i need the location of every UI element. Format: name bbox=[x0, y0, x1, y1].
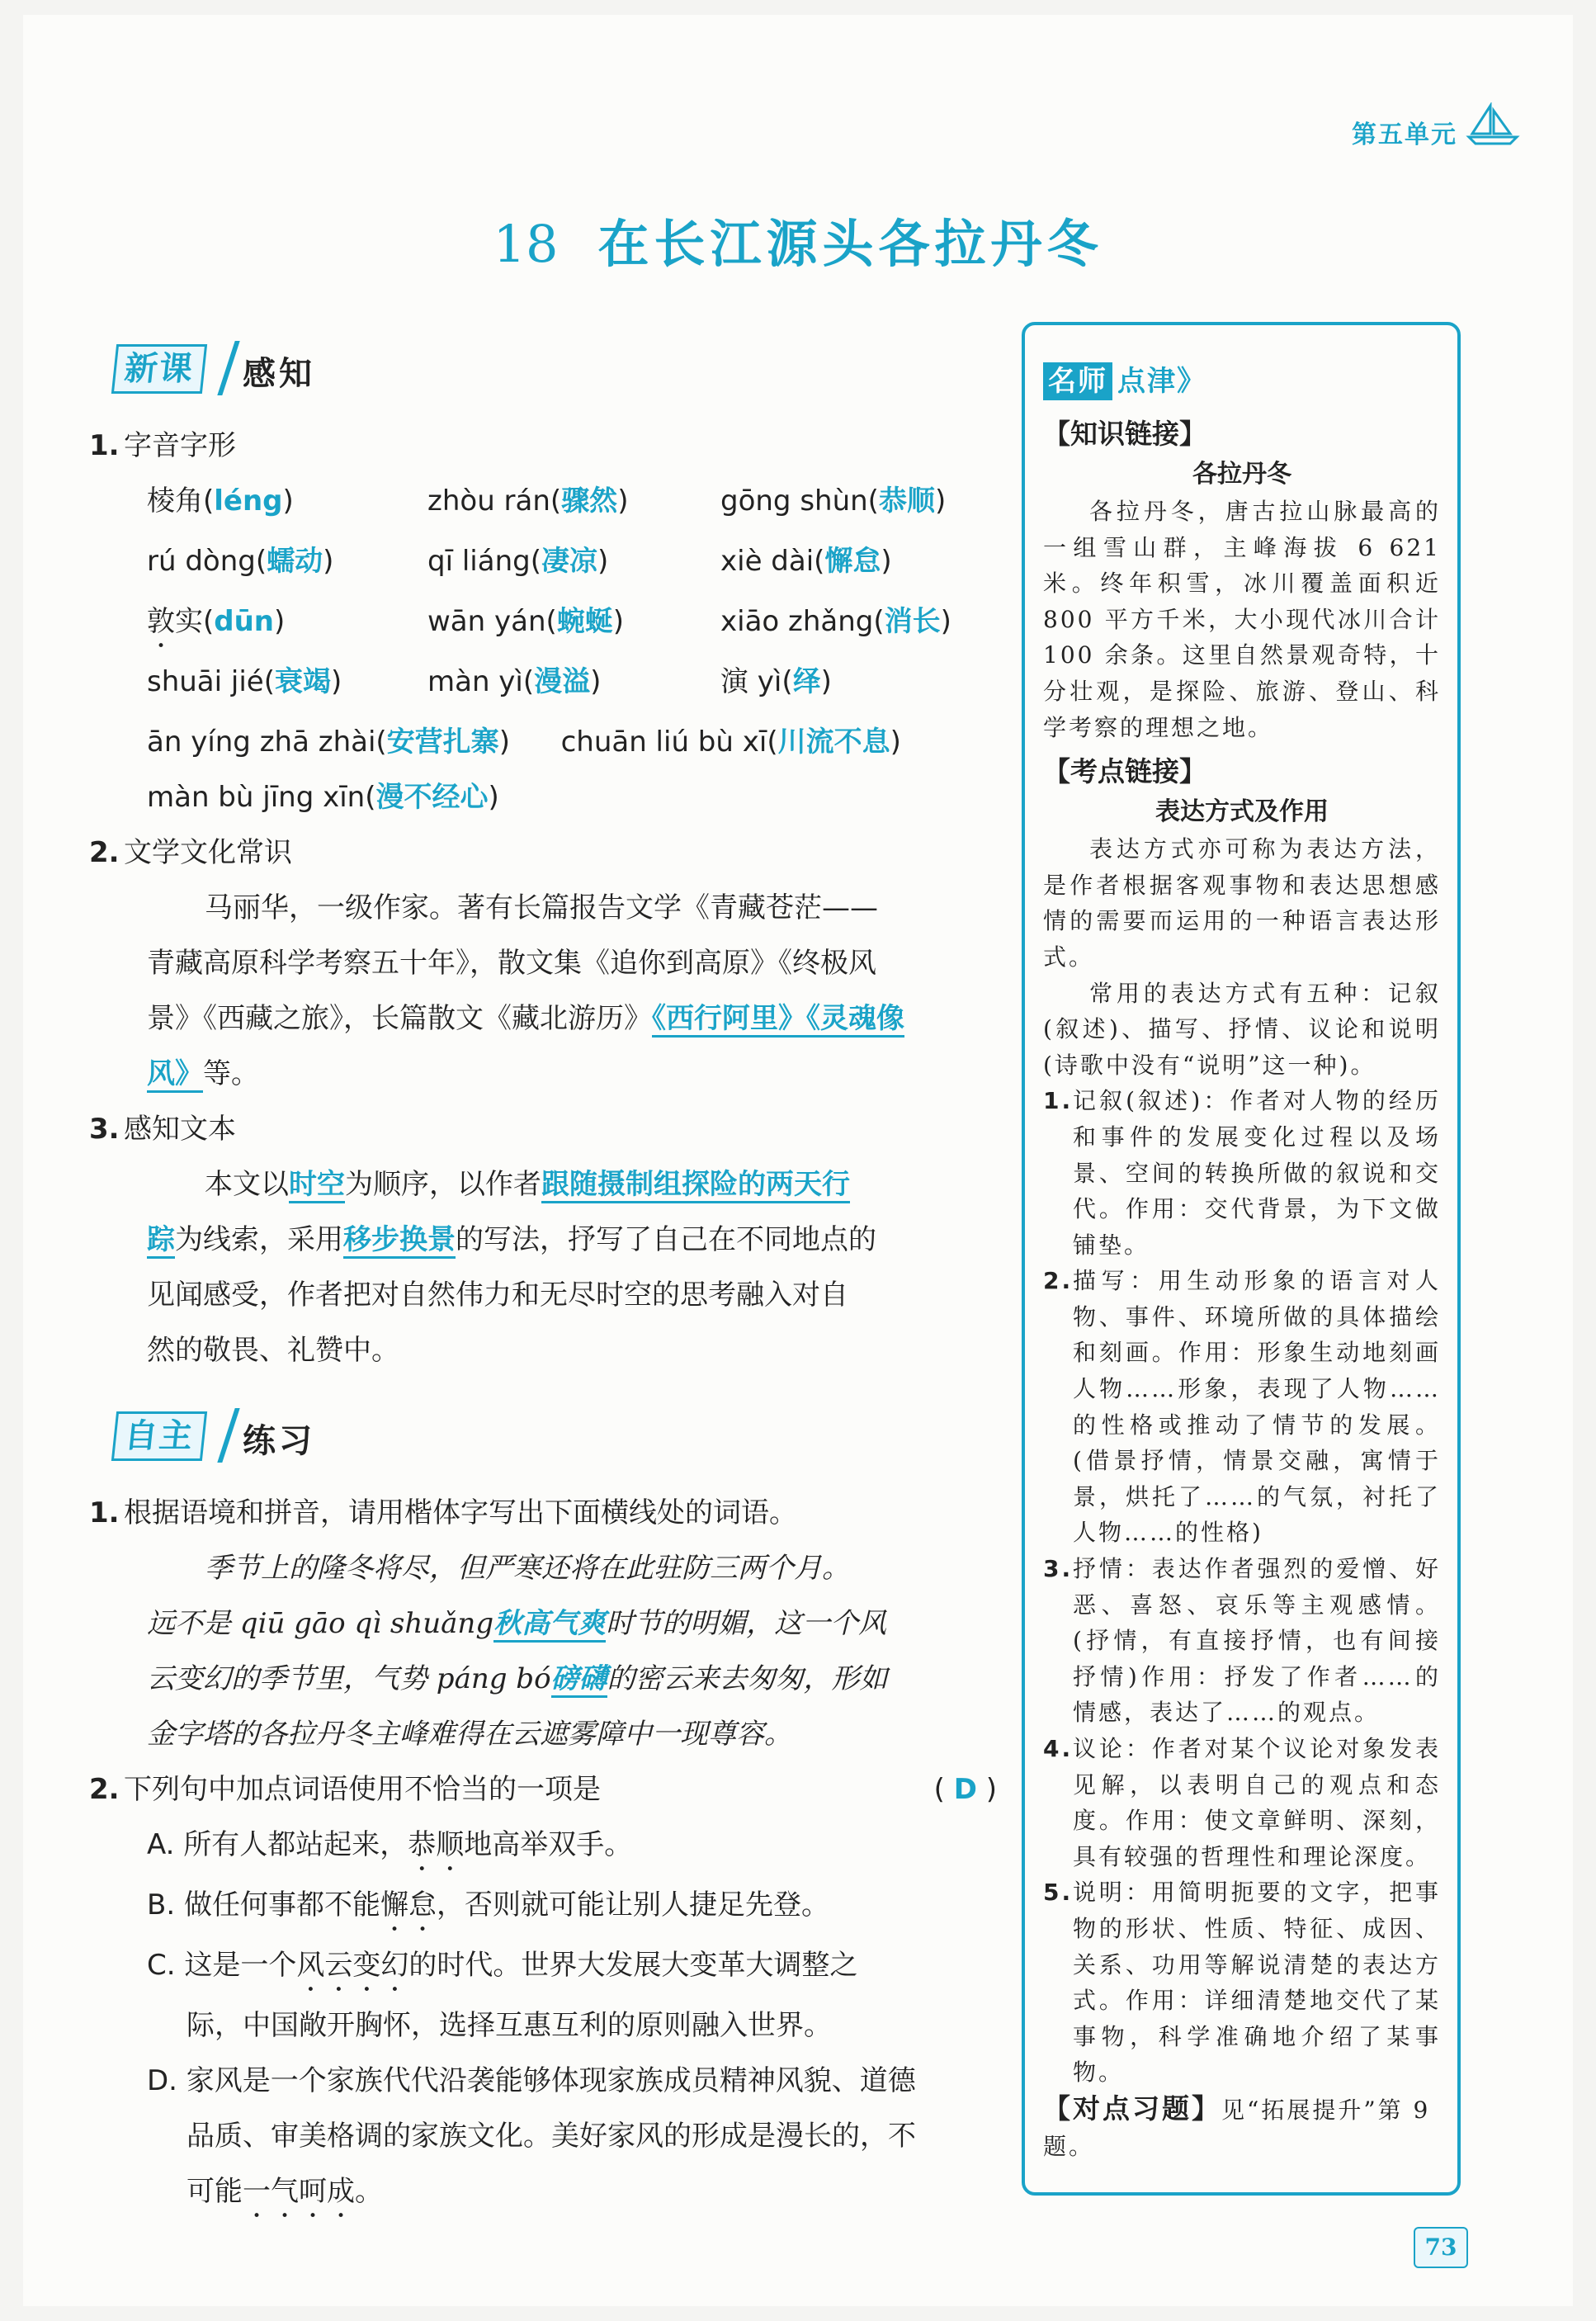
pinyin-item: qī liáng(凄凉) bbox=[427, 545, 609, 578]
sidebar-label: 点津》 bbox=[1117, 365, 1206, 398]
sidebar-badge: 名师 bbox=[1043, 362, 1112, 400]
exam-link-heading: 【考点链接】 bbox=[1043, 755, 1206, 788]
lesson-title bbox=[23, 203, 1573, 277]
unit-tag: 第五单元 bbox=[1352, 121, 1457, 149]
practice-note: 【对点习题】见“拓展提升”第 9 题。 bbox=[1043, 2092, 1431, 2160]
pinyin-item: shuāi jié(衰竭) bbox=[147, 665, 342, 698]
exam-link-para-2: 常用的表达方式有五种：记叙(叙述)、描写、抒情、议论和说明(诗歌中没有“说明”这一种)。 bbox=[1043, 979, 1441, 1079]
pinyin-item: gōng shùn(恭顺) bbox=[720, 485, 947, 518]
option-c: C. 这是一个风云变幻的时代。世界大发展大变革大调整之 bbox=[147, 1949, 858, 1982]
pinyin-item: xiāo zhǎng(消长) bbox=[720, 605, 951, 638]
answer-underline: 《西行阿里》《灵魂像 bbox=[652, 1002, 904, 1038]
section-badge: 自主 bbox=[111, 1411, 207, 1461]
pinyin-row-6: màn bù jīng xīn(漫不经心) bbox=[147, 781, 499, 814]
option-b: B. 做任何事都不能懈怠，否则就可能让别人捷足先登。 bbox=[147, 1888, 829, 1922]
expression-item-4: 4. 议论：作者对某个议论对象发表见解，以表明自己的观点和态度。作用：使文章鲜明、深刻，具有较强的哲理性和理论深度。 bbox=[1043, 1735, 1441, 1870]
exercise-1-passage: 季节上的隆冬将尽，但严寒还将在此驻防三两个月。 远不是 qiū gāo qì shuǎng秋高气爽时节的明媚，这一个风 云变幻的季节里，气势 páng bó磅礴的密云来去匆匆，形如 金字塔的各拉丹冬主峰难得在云遮雾障中一现尊容。 bbox=[147, 1552, 888, 1751]
answer-bracket: ( D ) bbox=[933, 1773, 997, 1806]
section-slash-decoration bbox=[217, 341, 239, 395]
pinyin-item: 敦实(dūn) bbox=[147, 605, 286, 638]
question-2-heading: 2. 文学文化常识 bbox=[89, 836, 292, 869]
pinyin-item: rú dòng(蠕动) bbox=[147, 545, 334, 578]
option-c-cont: 际，中国敞开胸怀，选择互惠互利的原则融入世界。 bbox=[187, 2009, 832, 2042]
section-head-zizhu bbox=[89, 1408, 997, 1466]
option-a: A. 所有人都站起来，恭顺地高举双手。 bbox=[147, 1828, 633, 1861]
pinyin-item: xiè dài(懈怠) bbox=[720, 545, 892, 578]
page bbox=[23, 15, 1573, 2306]
exam-link-para-1: 表达方式亦可称为表达方法，是作者根据客观事物和表达思想感情的需要而运用的一种语言表达形式。 bbox=[1043, 835, 1441, 971]
knowledge-link-heading: 【知识链接】 bbox=[1043, 418, 1206, 450]
pinyin-row bbox=[89, 655, 997, 715]
exercise-2-heading: 2. 下列句中加点词语使用不恰当的一项是 ( D ) bbox=[89, 1762, 997, 1818]
knowledge-link-subtitle: 各拉丹冬 bbox=[1192, 460, 1291, 489]
sailboat-icon bbox=[1466, 102, 1520, 149]
lesson-number: 18 bbox=[493, 214, 559, 274]
expression-item-3: 3. 抒情：表达作者强烈的爱憎、好恶、喜怒、哀乐等主观感情。(抒情，有直接抒情，也有间接抒情)作用：抒发了作者……的情感，表达了……的观点。 bbox=[1043, 1555, 1441, 1727]
pinyin-item: 演 yì(绎) bbox=[720, 665, 832, 698]
answer-letter: D bbox=[953, 1773, 977, 1806]
page-number: 73 bbox=[1414, 2227, 1468, 2268]
pinyin-row-5: ān yíng zhā zhài(安营扎寨) chuān liú bù xī(川流不息) bbox=[147, 726, 901, 759]
exam-link-subtitle: 表达方式及作用 bbox=[1155, 797, 1329, 827]
knowledge-link-text: 各拉丹冬，唐古拉山脉最高的一组雪山群，主峰海拔 6 621 米。终年积雪，冰川覆盖面积近 800 平方千米，大小现代冰川合计 100 余条。这里自然景观奇特，十分壮观，是探险、旅游、登山、科学考察的理想之地。 bbox=[1043, 498, 1441, 741]
lesson-title-text: 在长江源头各拉丹冬 bbox=[597, 214, 1103, 274]
pinyin-row bbox=[89, 474, 997, 534]
pinyin-grid bbox=[89, 474, 997, 715]
literature-paragraph: 马丽华，一级作家。著有长篇报告文学《青藏苍茫—— 青藏高原科学考察五十年》，散文集《追你到高原》《终极风 景》《西藏之旅》，长篇散文《藏北游历》《西行阿里》《灵魂像 风》等。 bbox=[89, 881, 997, 1102]
sidebar-head bbox=[1043, 358, 1441, 408]
pinyin-item: 棱角(léng) bbox=[147, 485, 294, 518]
section-label: 感知 bbox=[243, 355, 315, 393]
section-badge: 新课 bbox=[111, 344, 207, 394]
question-3-heading: 3. 感知文本 bbox=[89, 1113, 236, 1146]
section-label: 练习 bbox=[243, 1422, 315, 1460]
expression-item-1: 1. 记叙(叙述)：作者对人物的经历和事件的发展变化过程以及场景、空间的转换所做的叙说和交代。作用：交代背景，为下文做铺垫。 bbox=[1043, 1087, 1441, 1259]
option-d-cont: 品质、审美格调的家族文化。美好家风的形成是漫长的，不 bbox=[187, 2120, 916, 2153]
section-slash-decoration bbox=[217, 1408, 239, 1463]
answer-underline: 风》 bbox=[147, 1057, 203, 1093]
section-head-xinke bbox=[89, 341, 997, 399]
exercise-1-heading: 1. 根据语境和拼音，请用楷体字写出下面横线处的词语。 bbox=[89, 1496, 797, 1529]
main-column bbox=[89, 341, 997, 2224]
expression-item-5: 5. 说明：用简明扼要的文字，把事物的形状、性质、特征、成因、关系、功用等解说清楚的表达方式。作用：详细清楚地交代了某事物，科学准确地介绍了某事物。 bbox=[1043, 1879, 1441, 2087]
question-1-heading: 1. 字音字形 bbox=[89, 429, 236, 462]
perception-paragraph: 本文以时空为顺序，以作者跟随摄制组探险的两天行 踪为线索，采用移步换景的写法，抒写了自己在不同地点的 见闻感受，作者把对自然伟力和无尽时空的思考融入对自 然的敬畏、礼赞中。 bbox=[147, 1168, 876, 1367]
pinyin-row bbox=[89, 594, 997, 655]
pinyin-item: màn yì(漫溢) bbox=[427, 665, 602, 698]
pinyin-item: zhòu rán(骤然) bbox=[427, 485, 629, 518]
pinyin-item: wān yán(蜿蜒) bbox=[427, 605, 625, 638]
option-d: D. 家风是一个家族代代沿袭能够体现家族成员精神风貌、道德 bbox=[147, 2064, 916, 2097]
option-d-cont2: 可能一气呵成。 bbox=[187, 2175, 383, 2208]
sidebar-tips bbox=[1022, 322, 1461, 2196]
expression-item-2: 2. 描写：用生动形象的语言对人物、事件、环境所做的具体描绘和刻画。作用：形象生动地刻画人物……形象，表现了人物……的性格或推动了情节的发展。(借景抒情，情景交融，寓情于景，烘托了……的气氛，衬托了人物……的性格) bbox=[1043, 1267, 1441, 1547]
pinyin-row bbox=[89, 534, 997, 594]
